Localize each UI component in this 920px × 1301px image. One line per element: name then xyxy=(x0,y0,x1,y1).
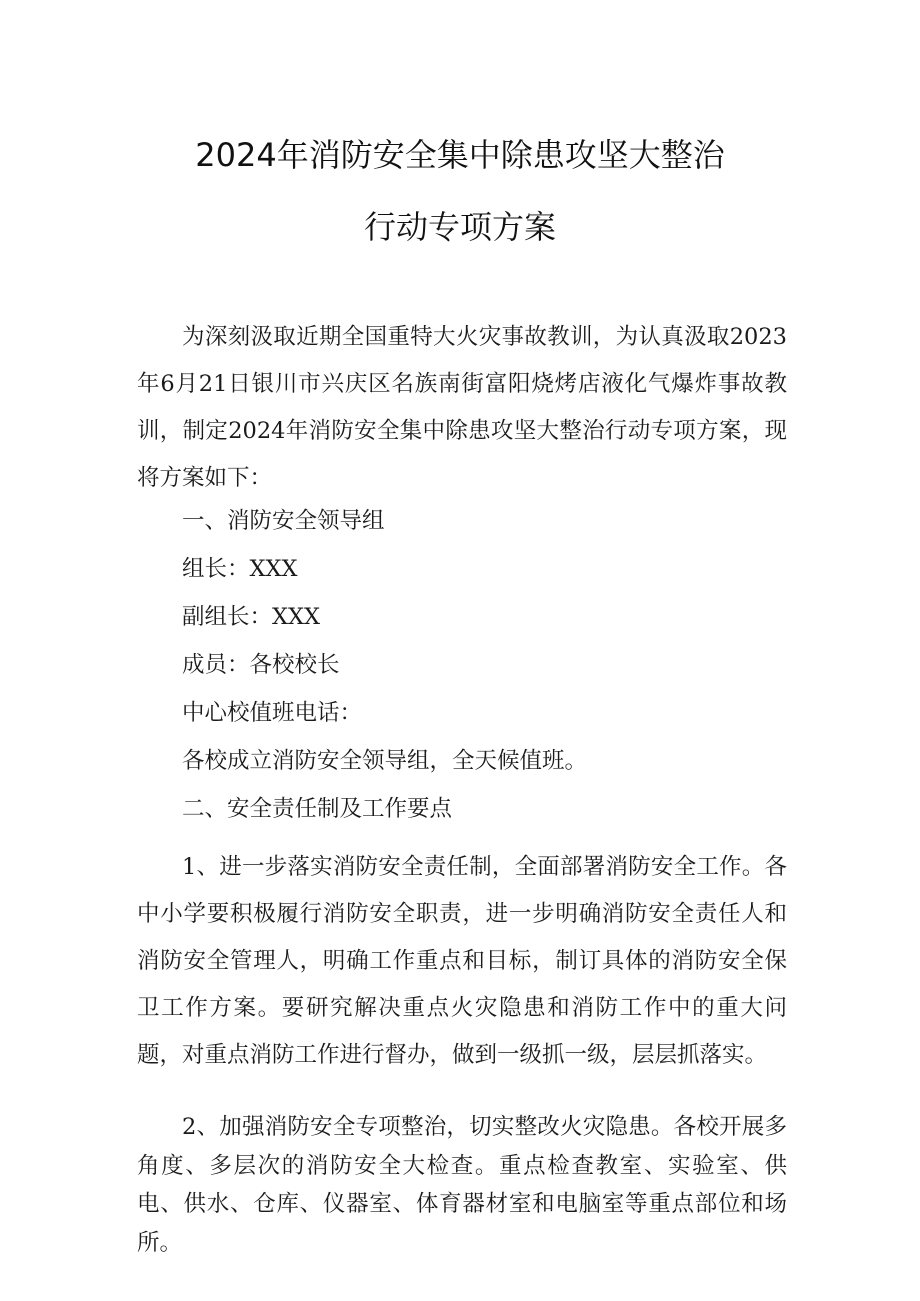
section1-heading: 一、消防安全领导组 xyxy=(182,508,385,534)
section2-heading: 二、安全责任制及工作要点 xyxy=(182,796,453,822)
document-title-line1: 2024年消防安全集中除患攻坚大整治 xyxy=(195,136,725,174)
item1-paragraph: 1、进一步落实消防安全责任制，全面部署消防安全工作。各中小学要积极履行消防安全职责，进一步明确消防安全责任人和消防安全管理人，明确工作重点和目标，制订具体的消防安全保卫工作方案。要研究解决重点火灾隐患和消防工作中的重大问题，对重点消防工作进行督办，做到一级抓一级，层层抓落实。 xyxy=(137,854,787,1068)
members-line: 成员：各校校长 xyxy=(182,652,340,678)
duty-phone-line: 中心校值班电话： xyxy=(182,700,363,726)
item2-paragraph: 2、加强消防安全专项整治，切实整改火灾隐患。各校开展多角度、多层次的消防安全大检查。重点检查教室、实验室、供电、供水、仓库、仪器室、体育器材室和电脑室等重点部位和场所。 xyxy=(137,1114,787,1256)
document-title-line2: 行动专项方案 xyxy=(363,208,556,246)
duty-note-line: 各校成立消防安全领导组，全天候值班。 xyxy=(182,748,588,774)
intro-paragraph: 为深刻汲取近期全国重特大火灾事故教训，为认真汲取2023年6月21日银川市兴庆区名族南街富阳烧烤店液化气爆炸事故教训，制定2024年消防安全集中除患攻坚大整治行动专项方案，现将方案如下： xyxy=(137,324,787,491)
leader-line: 组长：XXX xyxy=(182,556,298,582)
deputy-leader-line: 副组长：XXX xyxy=(182,604,321,630)
